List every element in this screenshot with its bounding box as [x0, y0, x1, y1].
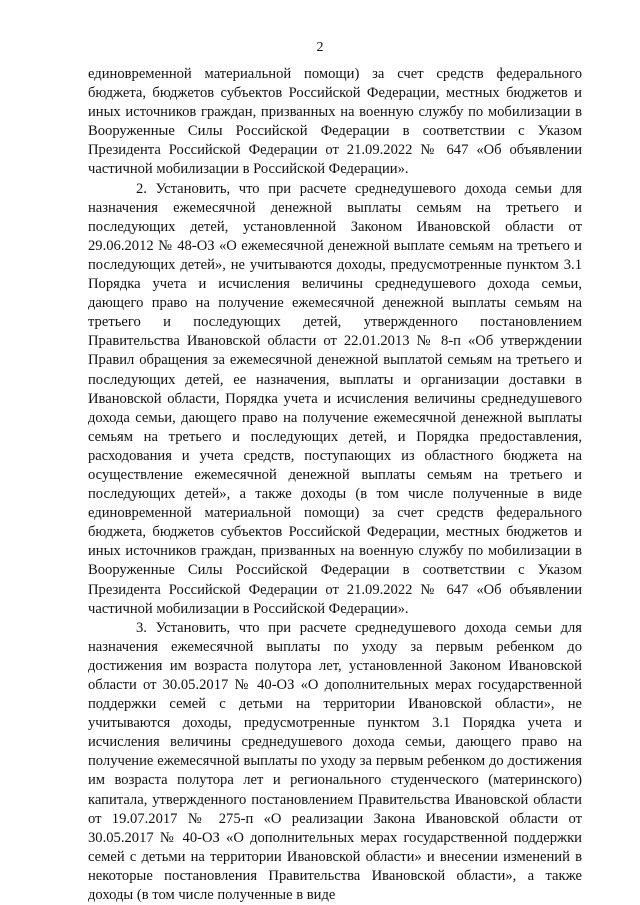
paragraph-item-3: 3. Установить, что при расчете среднедушевого дохода семьи для назначения ежемесячной выплаты по уходу за первым ребенком до достижения им возраста полутора лет, установленной Законом Ивановской области от 30.05.2017 № 40-ОЗ «О дополнительных мерах государственной поддержки семей с детьми на территории Ивановской области», не учитываются доходы, предусмотренные пунктом 3.1 Порядка учета и исчисления величины среднедушевого дохода семьи, дающего право на получение ежемесячной выплаты по уходу за первым ребенком до достижения им возраста полутора лет и регионального студенческого (материнского) капитала, утвержденного постановлением Правительства Ивановской области от 19.07.2017 № 275-п «О реализации Закона Ивановской области от 30.05.2017 № 40-ОЗ «О дополнительных мерах государственной поддержки семей с детьми на территории Ивановской области» и внесении изменений в некоторые постановления Правительства Ивановской области», а также доходы (в том числе полученные в виде [88, 619, 582, 904]
paragraph-item-2: 2. Установить, что при расчете среднедушевого дохода семьи для назначения ежемесячной денежной выплаты семьям на третьего и последующих детей, установленной Законом Ивановской области от 29.06.2012 № 48-ОЗ «О ежемесячной денежной выплате семьям на третьего и последующих детей», не учитываются доходы, предусмотренные пунктом 3.1 Порядка учета и исчисления величины среднедушевого дохода семьи, дающего право на получение ежемесячной денежной выплаты семьям на третьего и последующих детей, утвержденного постановлением Правительства Ивановской области от 22.01.2013 № 8-п «Об утверждении Правил обращения за ежемесячной денежной выплатой семьям на третьего и последующих детей, ее назначения, выплаты и организации доставки в Ивановской области, Порядка учета и исчисления величины среднедушевого дохода семьи, дающего право на получение ежемесячной денежной выплаты семьям на третьего и последующих детей, и Порядка предоставления, расходования и учета средств, поступающих из областного бюджета на осуществление ежемесячной денежной выплаты семьям на третьего и последующих детей», а также доходы (в том числе полученные в виде единовременной материальной помощи) за счет средств федерального бюджета, бюджетов субъектов Российской Федерации, местных бюджетов и иных источников граждан, призванных на военную службу по мобилизации в Вооруженные Силы Российской Федерации в соответствии с Указом Президента Российской Федерации от 21.09.2022 № 647 «Об объявлении частичной мобилизации в Российской Федерации». [88, 180, 582, 617]
page-number: 2 [316, 40, 324, 55]
document-body [88, 65, 582, 905]
paragraph-continuation: единовременной материальной помощи) за счет средств федерального бюджета, бюджетов субъектов Российской Федерации, местных бюджетов и иных источников граждан, призванных на военную службу по мобилизации в Вооруженные Силы Российской Федерации в соответствии с Указом Президента Российской Федерации от 21.09.2022 № 647 «Об объявлении частичной мобилизации в Российской Федерации». [88, 66, 582, 178]
